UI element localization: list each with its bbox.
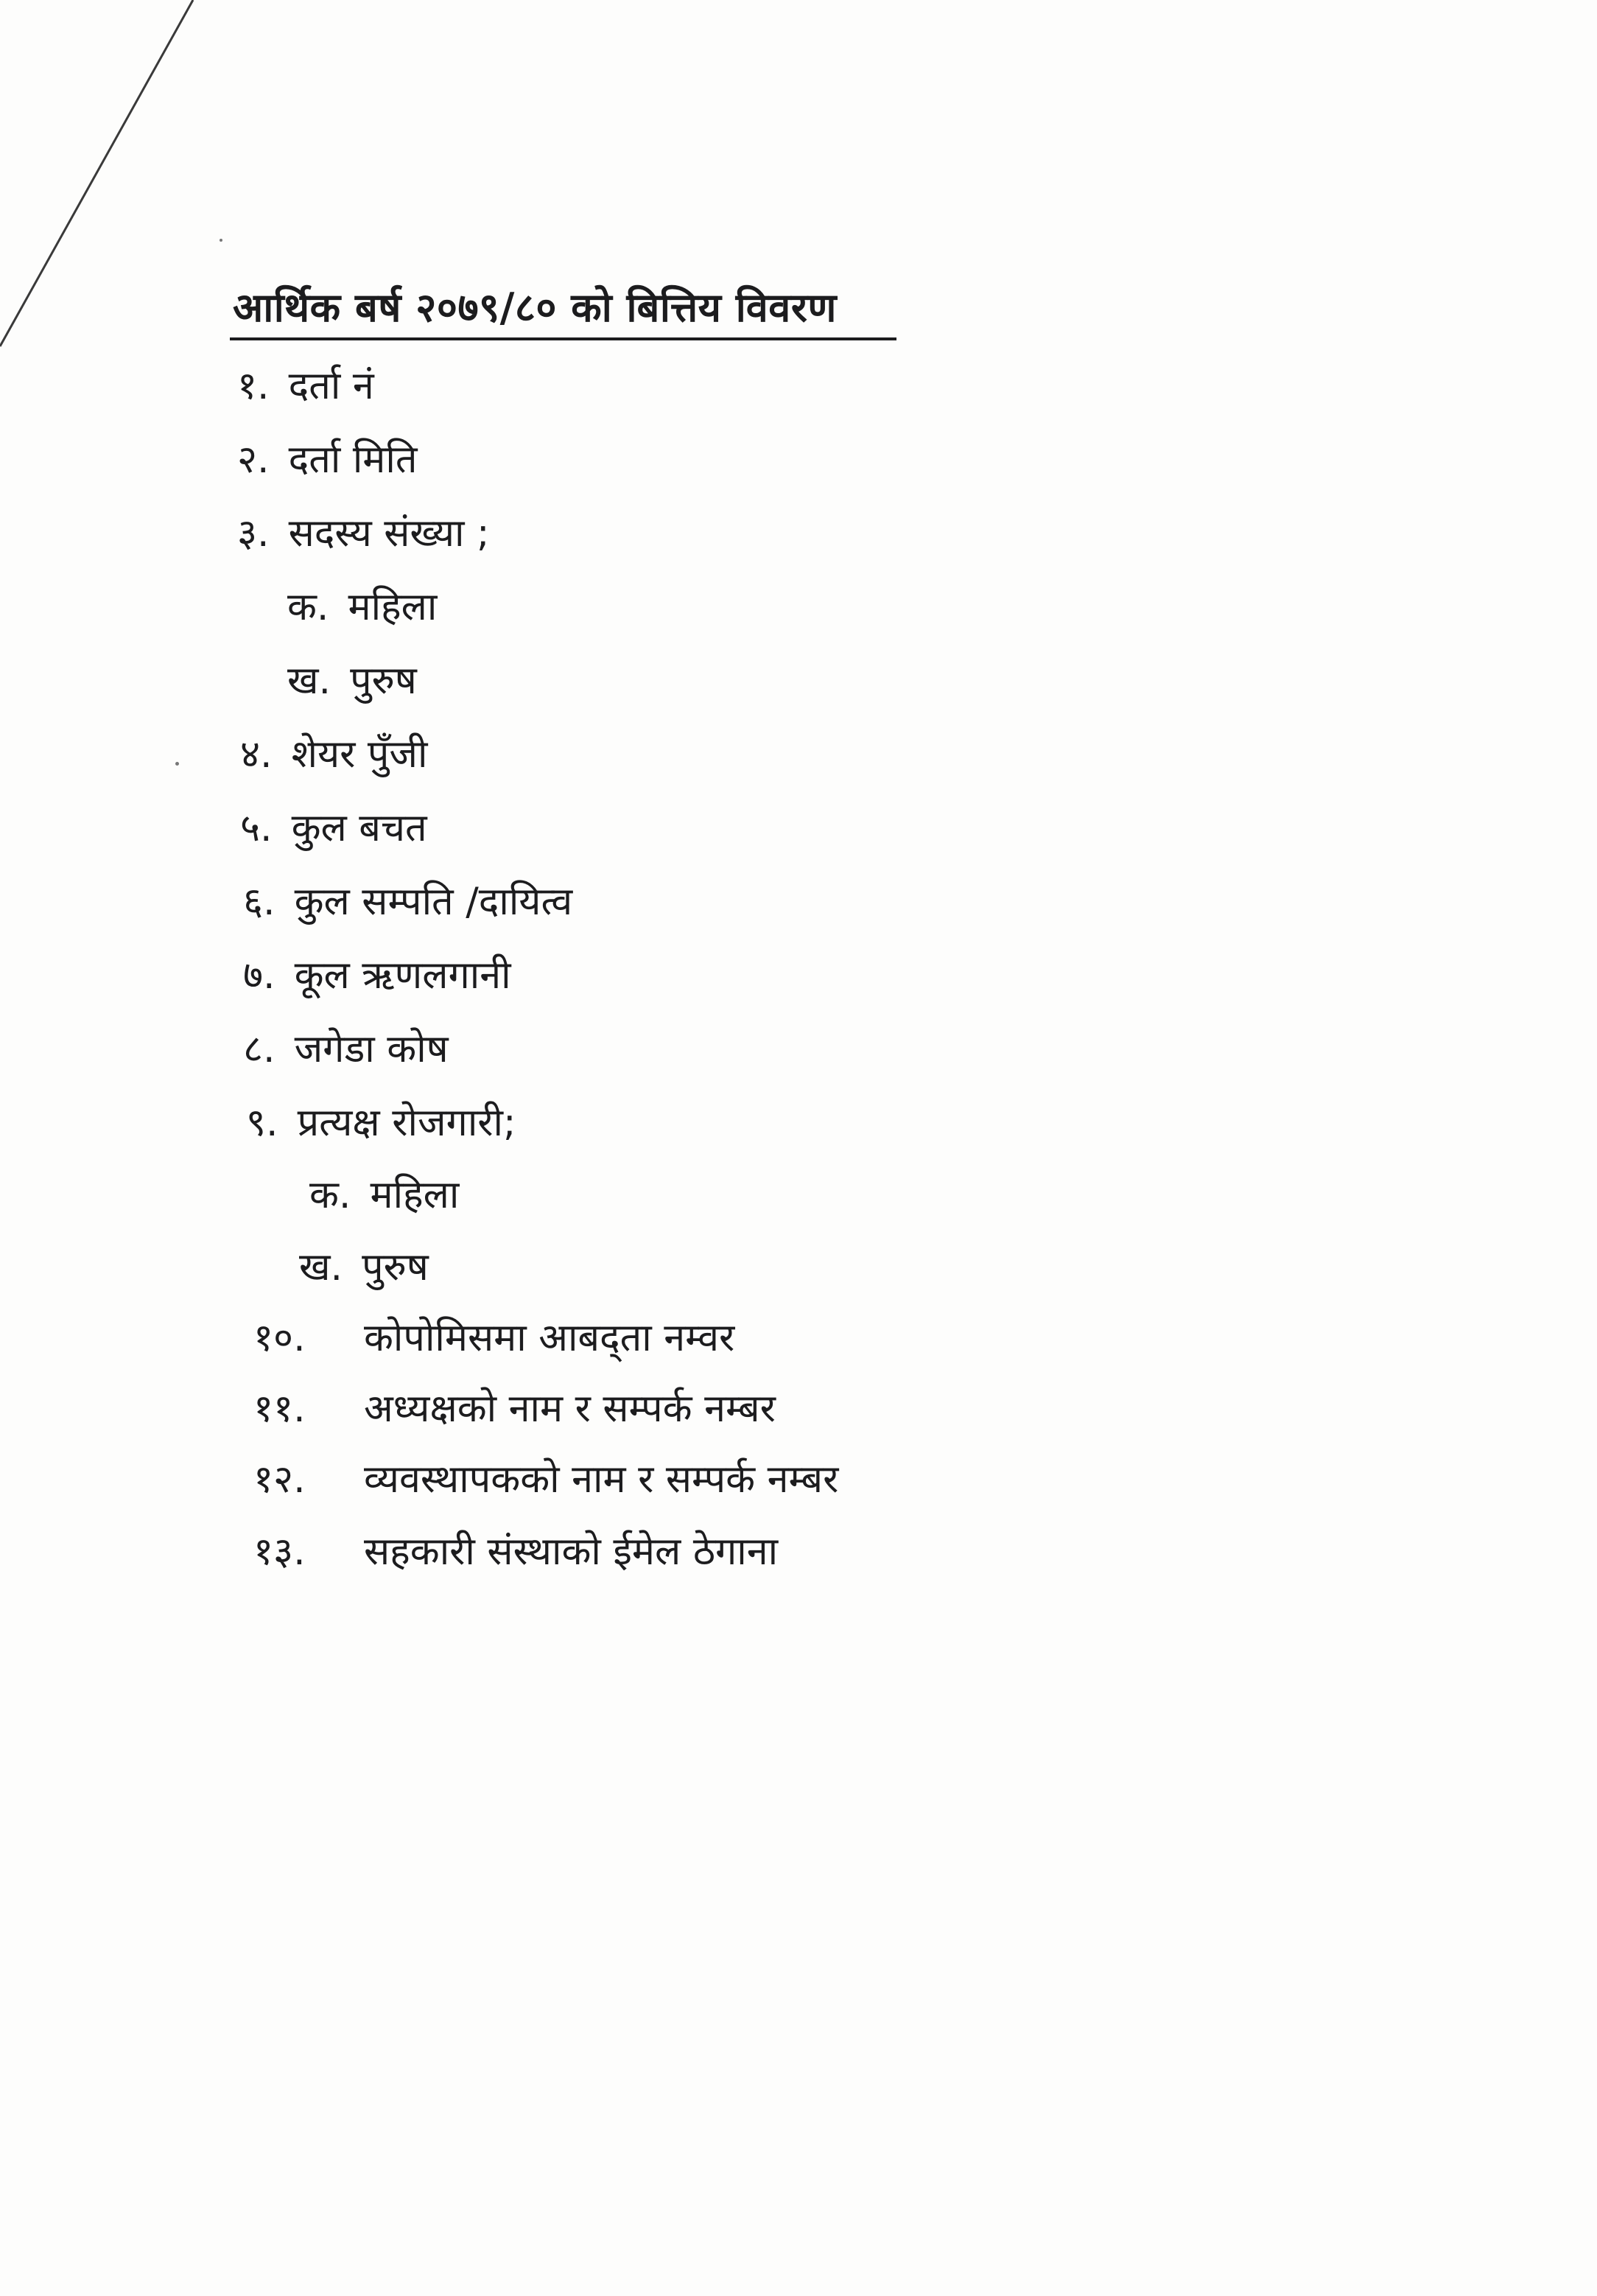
item-number: ३. <box>237 511 270 556</box>
item-label: व्यवस्थापकको नाम र सम्पर्क नम्बर <box>364 1457 839 1502</box>
paper-fold-line <box>0 0 221 383</box>
item-label: प्रत्यक्ष रोजगारी; <box>297 1101 516 1145</box>
list-item <box>237 358 374 410</box>
item-number: २. <box>237 438 270 482</box>
item-label: अध्यक्षको नाम र सम्पर्क नम्बर <box>364 1387 776 1431</box>
paper-speck <box>175 762 179 766</box>
sub-list-item <box>287 653 417 705</box>
item-label: पुरुष <box>362 1245 429 1289</box>
item-number: १२. <box>253 1457 306 1502</box>
item-label: सदस्य संख्या ; <box>288 511 490 556</box>
list-item <box>243 1021 449 1074</box>
item-number: ख. <box>287 659 331 703</box>
item-number: ७. <box>243 953 275 998</box>
item-number: ११. <box>253 1387 306 1431</box>
item-label: शेयर पुँजी <box>291 732 428 777</box>
item-number: ४. <box>240 732 273 777</box>
list-item <box>253 1381 776 1433</box>
item-number: ख. <box>299 1245 343 1289</box>
title-underline <box>230 337 896 340</box>
sub-list-item <box>309 1167 459 1219</box>
item-label: जगेडा कोष <box>294 1027 449 1071</box>
item-label: महिला <box>348 585 438 629</box>
item-number: ९. <box>246 1101 278 1145</box>
item-number: क. <box>287 585 329 629</box>
list-item <box>253 1452 838 1504</box>
item-number: ८. <box>243 1027 275 1071</box>
paper-speck <box>220 239 222 242</box>
item-number: १. <box>237 364 270 408</box>
list-item <box>253 1524 778 1576</box>
list-item <box>237 432 418 484</box>
item-label: दर्ता नं <box>288 364 374 408</box>
list-item <box>243 874 572 926</box>
item-label: महिला <box>370 1173 460 1217</box>
list-item <box>240 727 427 779</box>
sub-list-item <box>287 579 437 631</box>
item-label: कूल ऋणलगानी <box>294 953 511 998</box>
list-item <box>243 948 511 1000</box>
item-label: दर्ता मिति <box>288 438 418 482</box>
item-number: ५. <box>240 806 273 850</box>
sub-list-item <box>299 1239 429 1292</box>
document-title: आर्थिक बर्ष २०७९/८० को बित्तिय विवरण <box>233 284 837 331</box>
item-number: १०. <box>253 1316 306 1360</box>
item-label: सहकारी संस्थाको ईमेल ठेगाना <box>364 1530 779 1574</box>
item-label: पुरुष <box>350 659 417 703</box>
item-number: क. <box>309 1173 351 1217</box>
item-label: कोपोमिसमा आबद्ता नम्वर <box>364 1316 735 1360</box>
list-item <box>246 1095 516 1147</box>
list-item <box>240 800 427 853</box>
list-item <box>253 1310 734 1362</box>
list-item <box>237 505 490 558</box>
item-label: कुल सम्पति /दायित्व <box>294 880 573 924</box>
item-number: ६. <box>243 880 275 924</box>
item-number: १३. <box>253 1530 306 1574</box>
item-label: कुल बचत <box>291 806 427 850</box>
